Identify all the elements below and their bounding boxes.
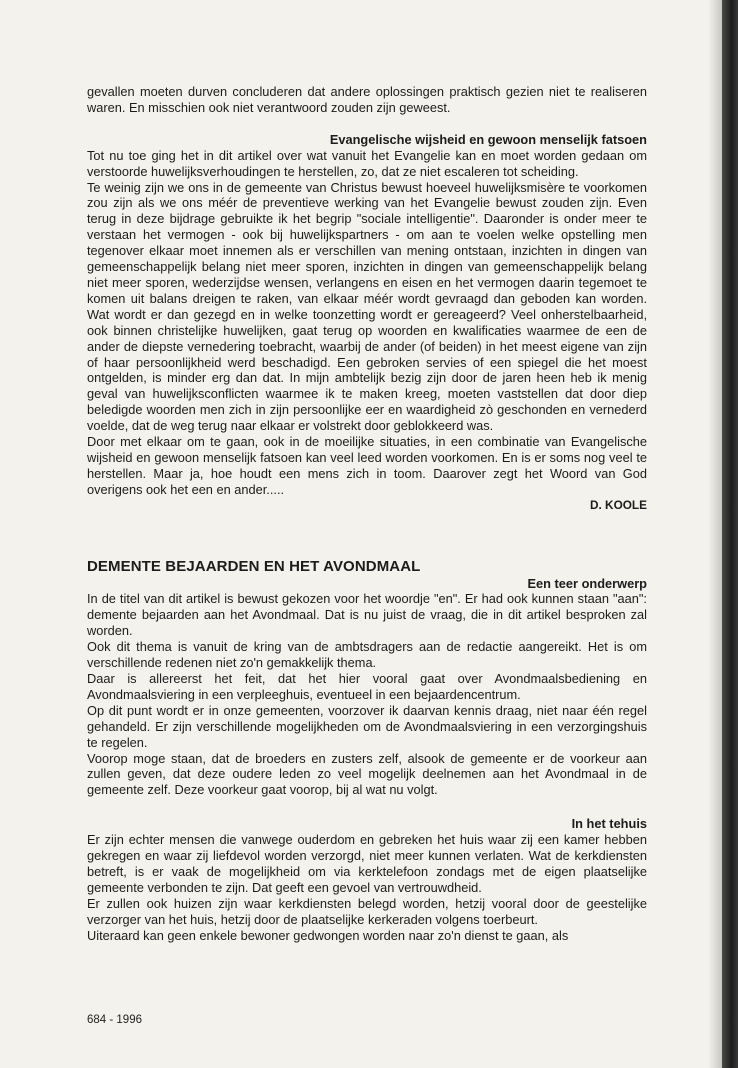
article1-paragraph: Te weinig zijn we ons in de gemeente van Christus bewust hoeveel huwelijksmisère te voorkomen zou zijn als we ons méér de preventieve werking van het Evangelie bewust zouden zijn. Even terug in deze bijdrage gebruikte ik het begrip "sociale intelligentie". Daaronder is onder meer te verstaan het vermogen - ook bij huwelijkspartners - om aan te voelen welke opstelling men tegenover elkaar moet innemen als er verschillen van mening ontstaan, inzichten in dingen van gemeenschappelijk belang niet meer sporen, inzichten in dingen van gemeenschappelijk belang niet meer sporen, wederzijdse wensen, verlangens en eisen en het vermogen daarin tegemoet te komen uit balans dreigen te raken, van elkaar méér wordt gevraagd dan geboden kan worden. Wat wordt er dan gezegd en in welke toonzetting wordt er gereageerd? Veel onherstelbaarheid, ook binnen christelijke huwelijken, gaat terug op woorden en kwalificaties waarmee de een de ander de diepste vernedering toebracht, waarbij de ander (of beiden) in het meest eigene van zijn of haar persoonlijkheid werd beschadigd. Een gebroken servies of een spiegel die het moest ontgelden, is minder erg dan dat. In mijn ambtelijk bezig zijn door de jaren heen heb ik menig geval van huwelijksconflicten waarmee ik te maken kreeg, moeten vaststellen dat door diep beledigde woorden men zich in zijn persoonlijke eer en waardigheid zò geschonden en vernederd voelde, dat de weg terug naar elkaar er volstrekt door geblokkeerd was. — [87, 179, 647, 434]
article2-paragraph: Er zullen ook huizen zijn waar kerkdiensten belegd worden, hetzij vooral door de geestelijke verzorger van het huis, hetzij door de plaatselijke kerkeraden volgens toerbeurt. — [87, 895, 647, 927]
article2-paragraph: Daar is allereerst het feit, dat het hier vooral gaat over Avondmaalsbediening en Avondmaalsviering in een verpleeghuis, eventueel in een bejaardencentrum. — [87, 671, 647, 702]
page-content — [87, 84, 647, 944]
article2-paragraph: Er zijn echter mensen die vanwege ouderdom en gebreken het huis waar zij een kamer hebben gekregen en waar zij liefdevol worden verzorgd, niet meer kunnen verlaten. Wat de kerkdiensten betreft, is er vaak de mogelijkheid om via kerktelefoon zondags met de eigen plaatselijke gemeente verbonden te zijn. Dat geeft een gevoel van vertrouwdheid. — [87, 832, 647, 895]
book-binding-edge — [722, 0, 738, 1068]
article1-intro: gevallen moeten durven concluderen dat andere oplossingen praktisch gezien niet te realiseren waren. En misschien ook niet verantwoord zouden zijn geweest. — [87, 84, 647, 115]
article2-title: DEMENTE BEJAARDEN EN HET AVONDMAAL — [87, 557, 421, 575]
article2-paragraph: Ook dit thema is vanuit de kring van de ambtsdragers aan de redactie aangereikt. Het is om verschillende redenen niet zo'n gemakkelijk thema. — [87, 639, 647, 671]
article2-paragraph: Uiteraard kan geen enkele bewoner gedwongen worden naar zo'n dienst te gaan, als — [87, 927, 569, 943]
article2-paragraph: Voorop moge staan, dat de broeders en zusters zelf, alsook de gemeente er de voorkeur aan zullen geven, dat deze oudere leden zo veel mogelijk deelnemen aan het Avondmaal in de gemeente zelf. Deze voorkeur gaat voorop, bij al wat nu volgt. — [87, 750, 647, 798]
author-signature: D. KOOLE — [589, 497, 647, 512]
article2-subheading-tehuis: In het tehuis — [571, 816, 647, 832]
article1-paragraph: Tot nu toe ging het in dit artikel over wat vanuit het Evangelie kan en moet worden gedaan om verstoorde huwelijksverhoudingen te herstellen, zo, dat ze niet escaleren tot scheiding. — [87, 147, 647, 179]
article2-subheading: Een teer onderwerp — [527, 575, 647, 591]
article1-subheading: Evangelische wijsheid en gewoon menselijk fatsoen — [329, 131, 647, 147]
article2-paragraph: In de titel van dit artikel is bewust gekozen voor het woordje "en". Er had ook kunnen staan "aan": demente bejaarden aan het Avondmaal. Dat is nu juist de vraag, die in dit artikel besproken zal worden. — [87, 591, 647, 639]
article1-paragraph: Door met elkaar om te gaan, ook in de moeilijke situaties, in een combinatie van Evangelische wijsheid en gewoon menselijk fatsoen kan veel leed worden voorkomen. En is er soms nog veel te herstellen. Maar ja, hoe houdt een mens zich in toom. Daarover zegt het Woord van God overigens ook het een en ander..... — [87, 434, 647, 497]
article2-paragraph: Op dit punt wordt er in onze gemeenten, voorzover ik daarvan kennis draag, niet naar één regel gehandeld. Er zijn verschillende mogelijkheden om de Avondmaalsviering in een verzorgingshuis te regelen. — [87, 702, 647, 750]
page-number: 684 - 1996 — [87, 1014, 142, 1026]
